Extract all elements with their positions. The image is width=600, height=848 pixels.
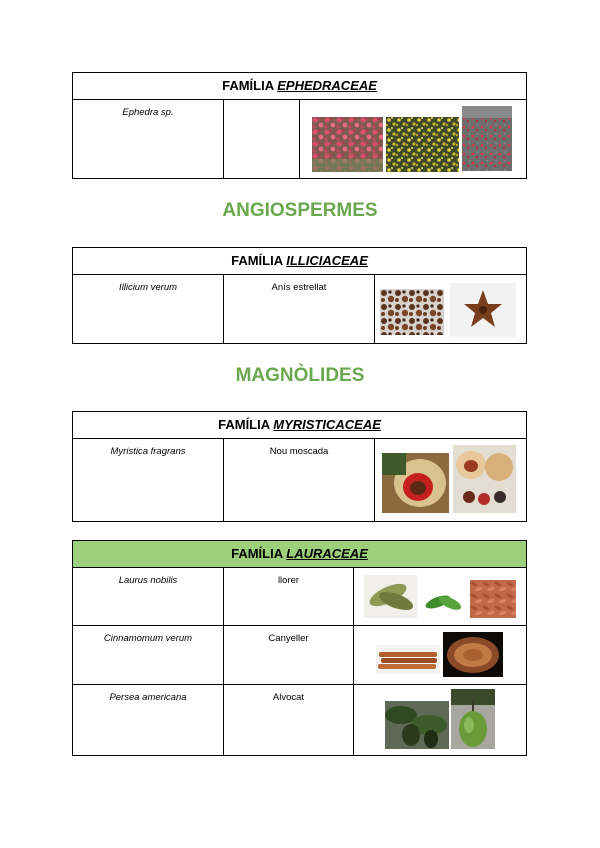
fresh-bay-leaves-photo <box>424 588 464 616</box>
family-header <box>73 73 527 100</box>
section-title-angiospermes: ANGIOSPERMES <box>222 200 378 221</box>
red-ephedra-shrub-photo <box>462 106 512 171</box>
dried-bay-leaves-photo <box>364 575 417 618</box>
scientific-name: Ephedra sp. <box>73 100 224 179</box>
scientific-name: Myristica fragrans <box>73 439 224 522</box>
scientific-name: Illicium verum <box>73 275 224 344</box>
family-header-prefix: FAMÍLIA <box>222 78 274 93</box>
star-anise-single-photo <box>450 283 516 337</box>
avocado-tree-photo <box>385 701 449 749</box>
family-header <box>73 412 527 439</box>
star-anise-pile-photo <box>380 289 444 335</box>
image-cell <box>375 275 527 344</box>
common-name: Nou moscada <box>224 439 375 522</box>
cinnamon-sticks-photo <box>376 645 440 674</box>
common-name: Canyeller <box>224 626 354 685</box>
common-name: Alvocat <box>224 685 354 756</box>
image-cell <box>375 439 527 522</box>
family-header <box>73 248 527 275</box>
section-title-magnolides: MAGNÒLIDES <box>235 365 365 386</box>
family-header <box>73 541 527 568</box>
bay-leaves-pile-photo <box>470 580 516 618</box>
family-header-prefix: FAMÍLIA <box>231 253 283 268</box>
family-header-prefix: FAMÍLIA <box>218 417 270 432</box>
family-header-prefix: FAMÍLIA <box>231 546 283 561</box>
image-cell <box>300 100 527 179</box>
cinnamon-bowl-photo <box>443 632 503 677</box>
common-name: llorer <box>224 568 354 626</box>
red-ephedra-berries-photo <box>312 117 383 172</box>
family-table-myristicaceae <box>72 411 527 522</box>
family-name: LAURACEAE <box>286 546 368 561</box>
scientific-name: Persea americana <box>73 685 224 756</box>
family-table-ephedraceae <box>72 72 527 179</box>
image-cell <box>354 685 527 756</box>
nutmeg-fruit-open-photo <box>382 453 449 513</box>
image-cell <box>354 626 527 685</box>
avocado-fruit-photo <box>451 689 495 749</box>
family-name: ILLICIACEAE <box>286 253 368 268</box>
yellow-ephedra-flowers-photo <box>386 117 459 172</box>
family-table-lauraceae <box>72 540 527 756</box>
common-name: Anís estrellat <box>224 275 375 344</box>
common-name <box>224 100 300 179</box>
scientific-name: Cinnamomum verum <box>73 626 224 685</box>
nutmeg-fruits-seeds-photo <box>453 445 516 513</box>
family-name: MYRISTICACEAE <box>273 417 381 432</box>
scientific-name: Laurus nobilis <box>73 568 224 626</box>
family-name: EPHEDRACEAE <box>277 78 377 93</box>
family-table-illiciaceae <box>72 247 527 344</box>
image-cell <box>354 568 527 626</box>
